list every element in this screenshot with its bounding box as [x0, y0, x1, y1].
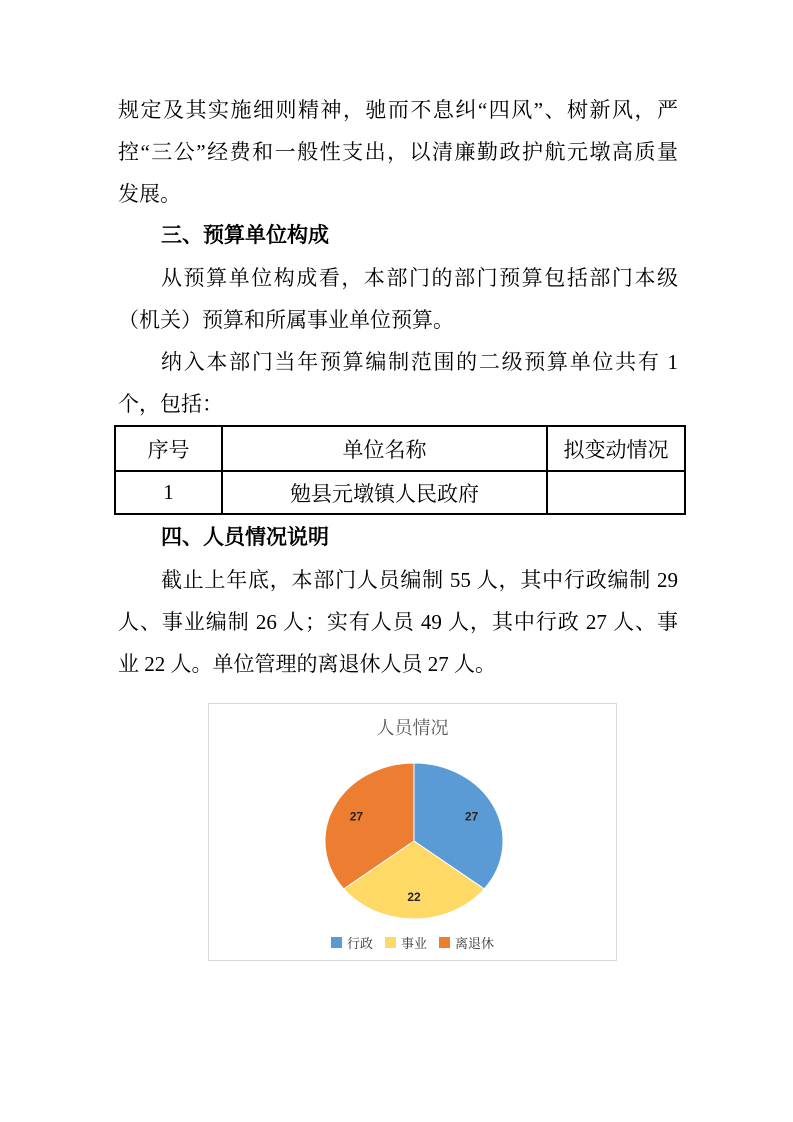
paragraph-line: 规定及其实施细则精神，驰而不息纠“四风”、树新风，严: [118, 98, 678, 122]
legend-label: 事业: [400, 936, 427, 951]
table-cell: 1: [115, 471, 222, 514]
table-header-row: [115, 426, 685, 471]
table-cell: 勉县元墩镇人民政府: [222, 471, 547, 514]
paragraph-line: 控“三公”经费和一般性支出，以清廉勤政护航元墩高质量: [118, 140, 678, 164]
table-cell: [547, 471, 685, 514]
personnel-pie-chart: [208, 703, 617, 961]
paragraph-line: 截止上年底，本部门人员编制 55 人，其中行政编制 29: [161, 568, 678, 592]
paragraph-section3-a: [118, 257, 678, 341]
document-content: [118, 89, 678, 961]
paragraph-line: 发展。: [118, 182, 181, 206]
legend-item: [331, 933, 373, 952]
legend-label: 行政: [346, 936, 373, 951]
legend-item: [439, 933, 494, 952]
table-row: [115, 471, 685, 514]
paragraph-section3-b: [118, 341, 678, 425]
paragraph-line: 纳入本部门当年预算编制范围的二级预算单位共有 1: [161, 350, 678, 374]
legend-swatch: [439, 937, 450, 948]
pie-data-label: 27: [349, 809, 364, 824]
legend-swatch: [385, 937, 396, 948]
table-header-cell: 拟变动情况: [547, 426, 685, 471]
legend-swatch: [331, 937, 342, 948]
legend-item: [385, 933, 427, 952]
chart-title: 人员情况: [376, 718, 449, 738]
paragraph-line: 个，包括：: [118, 392, 223, 416]
table-header-cell: 序号: [115, 426, 222, 471]
paragraph-line: 人、事业编制 26 人；实有人员 49 人，其中行政 27 人、事: [118, 610, 678, 634]
paragraph-intro: [118, 89, 678, 215]
legend-label: 离退休: [455, 936, 495, 951]
budget-units-table: [114, 425, 686, 515]
chart-legend: [209, 933, 616, 952]
pie-data-label: 22: [407, 890, 421, 905]
section-heading-4: 四、人员情况说明: [161, 526, 329, 549]
paragraph-line: （机关）预算和所属事业单位预算。: [118, 308, 454, 332]
paragraph-section4: [118, 559, 678, 685]
paragraph-line: 业 22 人。单位管理的离退休人员 27 人。: [118, 652, 496, 676]
section-heading-3: 三、预算单位构成: [161, 224, 329, 247]
paragraph-line: 从预算单位构成看，本部门的部门预算包括部门本级: [161, 266, 678, 290]
pie-svg: [209, 704, 616, 960]
table-header-cell: 单位名称: [222, 426, 547, 471]
pie-data-label: 27: [464, 809, 479, 824]
